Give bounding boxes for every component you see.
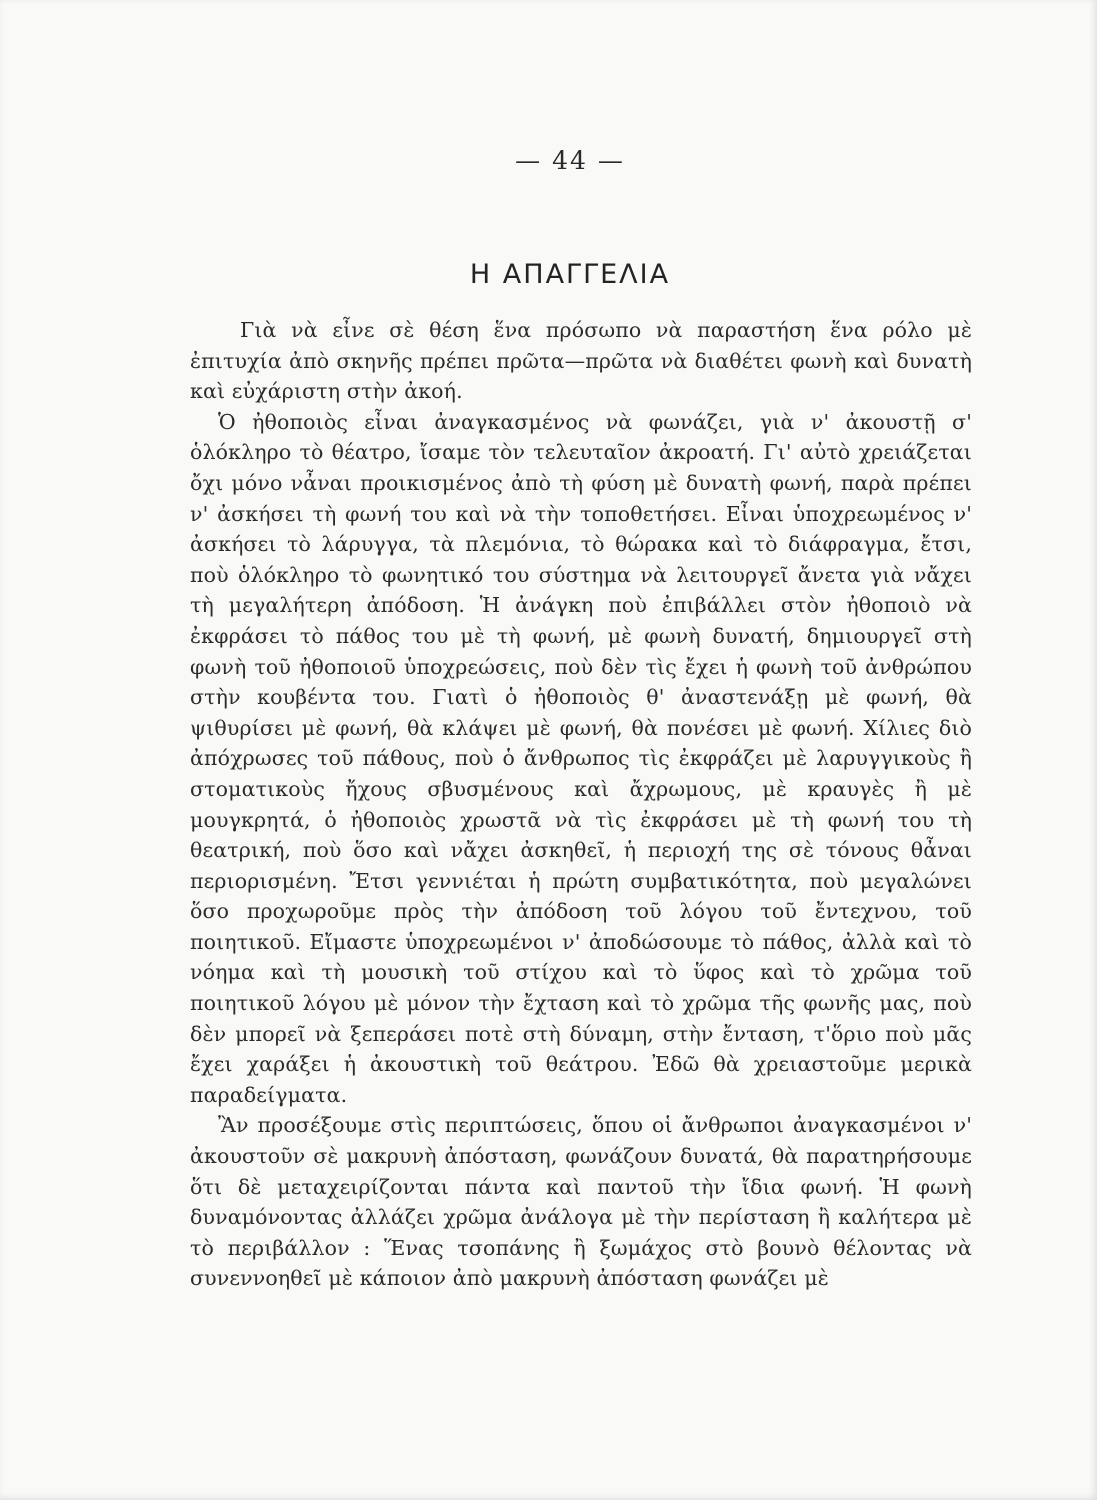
page-number: — 44 — xyxy=(515,146,625,175)
paragraph: Ὁ ἠθοποιὸς εἶναι ἀναγκασμένος νὰ φωνάζει, γιὰ ν' ἀκουστῇ σ' ὁλόκληρο τὸ θέατρο, ἴσαμε τὸν τελευταῖον ἀκροατή. Γι' αὐτὸ χρειάζεται ὄχι μόνο νἆναι προικισμένος ἀπὸ τὴ φύση μὲ δυνατὴ φωνή, παρὰ πρέπει ν' ἀσκήσει τὴ φωνή του καὶ νὰ τὴν τοποθετήσει. Εἶναι ὑποχρεωμένος ν' ἀσκήσει τὸ λάρυγγα, τὰ πλεμόνια, τὸ θώρακα καὶ τὸ διάφραγμα, ἔτσι, ποὺ ὁλόκληρο τὸ φωνητικό του σύστημα νὰ λειτουργεῖ ἄνετα γιὰ νἄχει τὴ μεγαλήτερη ἀπόδοση. Ἡ ἀνάγκη ποὺ ἐπιβάλλει στὸν ἠθοποιὸ νὰ ἐκφράσει τὸ πάθος του μὲ τὴ φωνή, μὲ φωνὴ δυνατή, δημιουργεῖ στὴ φωνὴ τοῦ ἠθοποιοῦ ὑποχρεώσεις, ποὺ δὲν τὶς ἔχει ἡ φωνὴ τοῦ ἀνθρώπου στὴν κουβέντα του. Γιατὶ ὁ ἠθοποιὸς θ' ἀναστενάξῃ μὲ φωνή, θὰ ψιθυρίσει μὲ φωνή, θὰ κλάψει μὲ φωνή, θὰ πονέσει μὲ φωνή. Χίλιες διὸ ἀπόχρωσες τοῦ πάθους, ποὺ ὁ ἄνθρωπος τὶς ἐκφράζει μὲ λαρυγγικοὺς ἢ στοματικοὺς ἤχους σβυσμένους καὶ ἄχρωμους, μὲ κραυγὲς ἢ μὲ μουγκρητά, ὁ ἠθοποιὸς χρωστᾶ νὰ τὶς ἐκφράσει μὲ τὴ φωνή του τὴ θεατρική, ποὺ ὅσο καὶ νἄχει ἀσκηθεῖ, ἡ περιοχή της σὲ τόνους θἆναι περιορισμένη. Ἔτσι γεννιέται ἡ πρώτη συμβατικότητα, ποὺ μεγαλώνει ὅσο προχωροῦμε πρὸς τὴν ἀπόδοση τοῦ λόγου τοῦ ἔντεχνου, τοῦ ποιητικοῦ. Εἴμαστε ὑποχρεωμένοι ν' ἀποδώσουμε τὸ πάθος, ἀλλὰ καὶ τὸ νόημα καὶ τὴ μουσικὴ τοῦ στίχου καὶ τὸ ὕφος καὶ τὸ χρῶμα τοῦ ποιητικοῦ λόγου μὲ μόνον τὴν ἔχταση καὶ τὸ χρῶμα τῆς φωνῆς μας, ποὺ δὲν μπορεῖ νὰ ξεπεράσει ποτὲ στὴ δύναμη, στὴν ἔνταση, τ'ὅριο ποὺ μᾶς ἔχει χαράξει ἡ ἀκουστικὴ τοῦ θεάτρου. Ἐδῶ θὰ χρειαστοῦμε μερικὰ παραδείγματα. xyxy=(190,409,972,1107)
body-text xyxy=(190,315,972,1294)
paragraph: Γιὰ νὰ εἶνε σὲ θέση ἕνα πρόσωπο νὰ παραστήση ἕνα ρόλο μὲ ἐπιτυχία ἀπὸ σκηνῆς πρέπει πρῶτα—πρῶτα νὰ διαθέτει φωνὴ καὶ δυνατὴ καὶ εὐχάριστη στὴν ἀκοή. xyxy=(190,318,972,404)
paragraph: Ἂν προσέξουμε στὶς περιπτώσεις, ὅπου οἱ ἄνθρωποι ἀναγκασμένοι ν' ἀκουστοῦν σὲ μακρυνὴ ἀπόσταση, φωνάζουν δυνατά, θὰ παρατηρήσουμε ὅτι δὲ μεταχειρίζονται πάντα καὶ παντοῦ τὴν ἴδια φωνή. Ἡ φωνὴ δυναμόνοντας ἀλλάζει χρῶμα ἀνάλογα μὲ τὴν περίσταση ἢ καλήτερα μὲ τὸ περιβάλλον : Ἕνας τσοπάνης ἢ ξωμάχος στὸ βουνὸ θέλοντας νὰ συνεννοηθεῖ μὲ κάποιον ἀπὸ μακρυνὴ ἀπόσταση φωνάζει μὲ xyxy=(190,1113,972,1291)
chapter-title: Η ΑΠΑΓΓΕΛΙΑ xyxy=(469,259,671,290)
